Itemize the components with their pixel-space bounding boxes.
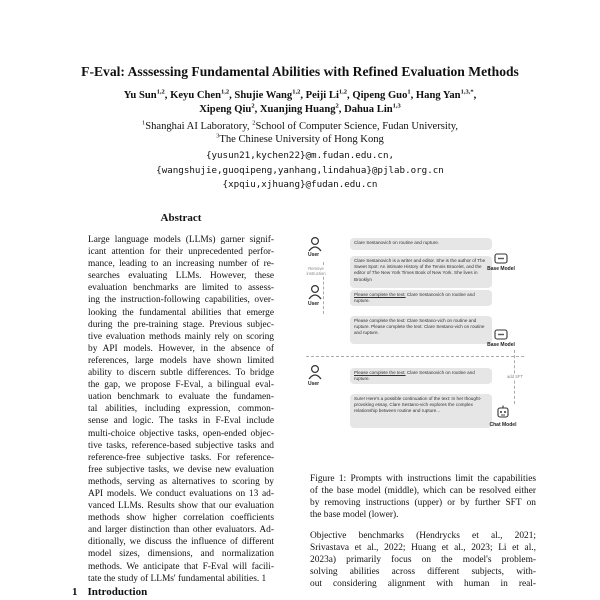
author-list bbox=[40, 89, 560, 116]
email-line: {yusun21,kychen22}@m.fudan.edu.cn, bbox=[205, 150, 395, 161]
text-line: methods show higher correlation coefficients bbox=[88, 513, 274, 524]
text-line: tive evaluation methods mainly rely on scoring bbox=[88, 331, 274, 342]
text-line: model sizes, dimensions, and normalization bbox=[88, 549, 274, 560]
text-line: and larger distinction than other evaluators. Ad- bbox=[88, 525, 274, 536]
paper-title: F-Eval: Asssessing Fundamental Abilities with Refined Evaluation Methods bbox=[81, 64, 519, 79]
text-line: API models. We conduct evaluations on 13 ad- bbox=[88, 488, 274, 499]
text-line: reference-free subjective tasks. For reference- bbox=[88, 452, 274, 463]
chat-bubble-model: Please complete the text: Clare Sestano-vich on routine and rupture. Please complete the text: Clare Sestano-vich on routine and rupture. bbox=[350, 316, 492, 344]
prompt-text: Clare Sestanovich on routine and rupture. bbox=[354, 292, 475, 304]
text-line: mance, leading to an increasing number of re- bbox=[88, 259, 274, 270]
text-line: by removing instructions (upper) or by further SFT on bbox=[310, 498, 536, 508]
text-line: Figure 1: Prompts with instructions limit the capabilities bbox=[310, 474, 536, 484]
affil-line-1: $^1$Shanghai AI Laboratory, $^2$School of Computer Science, Fudan University, bbox=[141, 119, 459, 132]
add-sft-note: add SFT bbox=[504, 374, 526, 379]
email-line: {xpqiu,xjhuang}@fudan.edu.cn bbox=[222, 179, 378, 190]
base-model-label: Base Model bbox=[487, 266, 515, 272]
text-line: ing the instruction-following capabilities, over- bbox=[88, 295, 274, 306]
affil-line-2: $^3$The Chinese University of Hong Kong bbox=[216, 132, 384, 146]
affiliations bbox=[40, 120, 560, 147]
text-line: sense and logic. The tasks in F-Eval include bbox=[88, 416, 274, 427]
text-line: ability to discern subtle differences. To bridge bbox=[88, 368, 274, 379]
user-label: User bbox=[308, 381, 320, 387]
user-label: User bbox=[308, 301, 320, 307]
figure-1 bbox=[306, 232, 524, 468]
chat-bubble-model: Clare Sestanovich is a writer and editor. She is the author of The Sweet Spot: An intimate History of the Tennis Bracelet, and the editor of The New York Times Book of New York. She lives in Brooklyn bbox=[350, 256, 492, 288]
abstract-body bbox=[88, 234, 274, 585]
text-line: free subjective tasks, we devise new evaluation bbox=[88, 464, 274, 475]
abstract-heading: Abstract bbox=[160, 212, 202, 224]
text-line: multi-choice objective tasks, open-ended objec- bbox=[88, 428, 274, 439]
text-line: solving abilities across different subjects, with- bbox=[310, 567, 536, 578]
text-line: searches evaluating LLMs. However, these bbox=[88, 271, 274, 282]
text-line: tive tasks, reference-based subjective tasks and bbox=[88, 440, 274, 451]
text-line: methods, serving as alternatives to scoring by bbox=[88, 476, 274, 487]
user-label: User bbox=[308, 252, 320, 258]
text-line: Objective benchmarks (Hendrycks et al., 2021; bbox=[310, 531, 536, 541]
email-list bbox=[40, 149, 560, 193]
text-line: Large language models (LLMs) garner signif- bbox=[88, 235, 274, 245]
chat-bubble-user bbox=[350, 290, 492, 306]
text-line: by API models. However, in the absence of bbox=[88, 343, 274, 354]
section-number: 1 bbox=[72, 586, 78, 598]
divider-line bbox=[306, 356, 524, 357]
chat-bubble-user: Clare Sestanovich on routine and rupture. bbox=[350, 238, 492, 250]
text-line: the gap, we propose F-Eval, a bilingual eval- bbox=[88, 380, 274, 391]
text-line: the base model (lower). bbox=[310, 510, 399, 520]
text-line: ditionally, we discuss the influence of different bbox=[88, 537, 274, 548]
prompt-text: Clare Sestanovich on routine and rupture. bbox=[354, 370, 475, 382]
email-line: {wangshujie,guoqipeng,yanhang,lindahua}@pjlab.org.cn bbox=[156, 164, 444, 176]
authors-line-1: Yu Sun$^{1,2}$, Keyu Chen$^{1,2}$, Shujie Wang$^{1,2}$, Peiji Li$^{1,2}$, Qipeng Guo$^1$, Hang Yan$^{1,3,*}$, bbox=[123, 88, 477, 101]
text-line: icant attention for their unprecedented perfor- bbox=[88, 247, 274, 258]
remove-instruction-note: Remove instruction bbox=[304, 266, 328, 276]
text-line: tate the study of LLMs' fundamental abilities. 1 bbox=[88, 573, 267, 584]
chat-model-label: Chat Model bbox=[489, 422, 517, 428]
text-line: looking the fundamental abilities that emerge bbox=[88, 307, 274, 318]
text-line: references, large models have shown limited bbox=[88, 355, 274, 366]
text-line: methods. We anticipate that F-Eval will facili- bbox=[88, 561, 274, 572]
text-line: Srivastava et al., 2022; Huang et al., 2023; Li et al., bbox=[310, 543, 536, 554]
instruction-text: Please complete the text: bbox=[354, 292, 406, 297]
chat-bubble-model: Sure! Here's a possible continuation of the text: In her thought-provoking essay, Clare Sestano-vich explores the complex relationship between routine and rupture... bbox=[350, 394, 492, 428]
authors-line-2: Xipeng Qiu$^2$, Xuanjing Huang$^2$, Dahua Lin$^{1,3}$ bbox=[199, 102, 401, 115]
chat-bubble-user bbox=[350, 368, 492, 384]
text-line: evaluation benchmarks are limited to assess- bbox=[88, 283, 274, 294]
chat-model-icon bbox=[480, 404, 526, 422]
intro-text bbox=[310, 530, 536, 590]
figure-caption bbox=[310, 473, 536, 521]
text-line: 2023a) primarily focus on the model's problem- bbox=[310, 555, 536, 566]
section-heading bbox=[72, 586, 157, 598]
text-line: tal abilities, including expression, common- bbox=[88, 404, 274, 415]
section-title: Introduction bbox=[87, 586, 148, 598]
base-model-label: Base Model bbox=[487, 342, 515, 348]
text-line: of the base model (middle), which can be resolved either bbox=[310, 486, 536, 496]
text-line: uation benchmark to evaluate the fundamen- bbox=[88, 392, 274, 403]
instruction-text: Please complete the text: bbox=[354, 370, 406, 375]
text-line: out considering alignment with human in real- bbox=[310, 579, 536, 590]
text-line: vanced LLMs. Results show that our evaluation bbox=[88, 501, 274, 512]
text-line: during the pre-training stage. Previous subjec- bbox=[88, 319, 274, 330]
